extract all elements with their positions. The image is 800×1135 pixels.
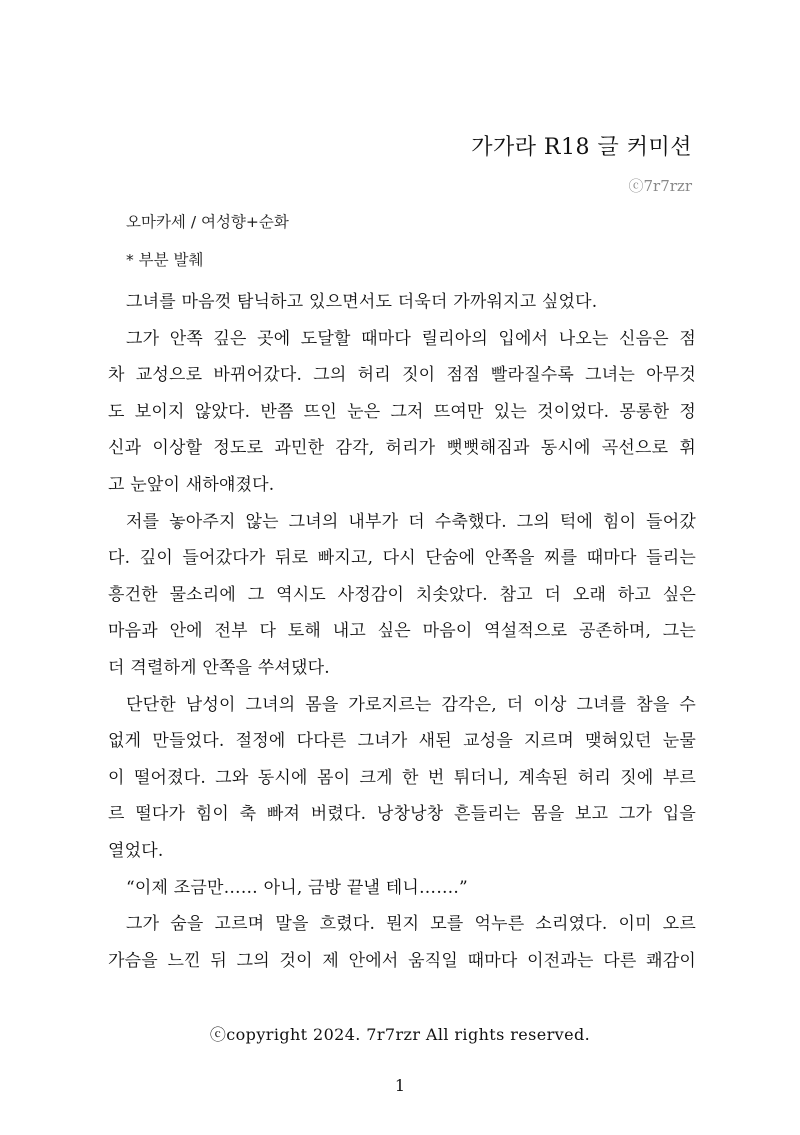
story-body <box>108 284 696 979</box>
genre-line: 오마카세 / 여성향+순화 <box>126 213 289 231</box>
text-line: 이 떨어졌다. 그와 동시에 몸이 크게 한 번 튀더니, 계속된 허리 짓에 부르 <box>108 767 696 788</box>
text-line: 고 눈앞이 새하얘졌다. <box>108 474 275 495</box>
text-line: 도 보이지 않았다. 반쯤 뜨인 눈은 그저 뜨여만 있는 것이었다. 몽롱한 정 <box>108 401 696 422</box>
text-line: 열었다. <box>108 840 164 861</box>
text-line: 더 격렬하게 안쪽을 쑤셔댔다. <box>108 657 330 678</box>
excerpt-note: * 부분 발췌 <box>126 251 204 269</box>
text-line: 그가 숨을 고르며 말을 흐렸다. 뭔지 모를 억누른 소리였다. 이미 오르 <box>126 914 696 935</box>
author-credit: ⓒ7r7rzr <box>628 177 692 195</box>
text-line: 흥건한 물소리에 그 역시도 사정감이 치솟았다. 참고 더 오래 하고 싶은 <box>108 584 696 605</box>
text-line: 차 교성으로 바뀌어갔다. 그의 허리 짓이 점점 빨라질수록 그녀는 아무것 <box>108 365 696 386</box>
text-line: 없게 만들었다. 절정에 다다른 그녀가 새된 교성을 지르며 맺혀있던 눈물 <box>108 731 696 752</box>
text-line: “이제 조금만…… 아니, 금방 끝낼 테니…….” <box>126 877 468 898</box>
document-title: 가가라 R18 글 커미션 <box>471 135 692 160</box>
text-line: 단단한 남성이 그녀의 몸을 가로지르는 감각은, 더 이상 그녀를 참을 수 <box>126 694 696 715</box>
text-line: 르 떨다가 힘이 축 빠져 버렸다. 낭창낭창 흔들리는 몸을 보고 그가 입을 <box>108 804 696 825</box>
text-line: 마음과 안에 전부 다 토해 내고 싶은 마음이 역설적으로 공존하며, 그는 <box>108 621 696 642</box>
text-line: 다. 깊이 들어갔다가 뒤로 빠지고, 다시 단숨에 안쪽을 찌를 때마다 들리는 <box>108 548 696 569</box>
text-line: 저를 놓아주지 않는 그녀의 내부가 더 수축했다. 그의 턱에 힘이 들어갔 <box>126 511 696 532</box>
page-number: 1 <box>394 1076 406 1095</box>
text-line: 그가 안쪽 깊은 곳에 도달할 때마다 릴리아의 입에서 나오는 신음은 점 <box>126 328 696 349</box>
text-line: 신과 이상할 정도로 과민한 감각, 허리가 뻣뻣해짐과 동시에 곡선으로 휘 <box>108 438 696 459</box>
text-line: 그녀를 마음껏 탐닉하고 있으면서도 더욱더 가까워지고 싶었다. <box>126 292 598 312</box>
copyright-footer: ⓒcopyright 2024. 7r7rzr All rights reserved. <box>209 1025 591 1044</box>
text-line: 가슴을 느낀 뒤 그의 것이 제 안에서 움직일 때마다 이전과는 다른 쾌감이 <box>108 950 696 971</box>
